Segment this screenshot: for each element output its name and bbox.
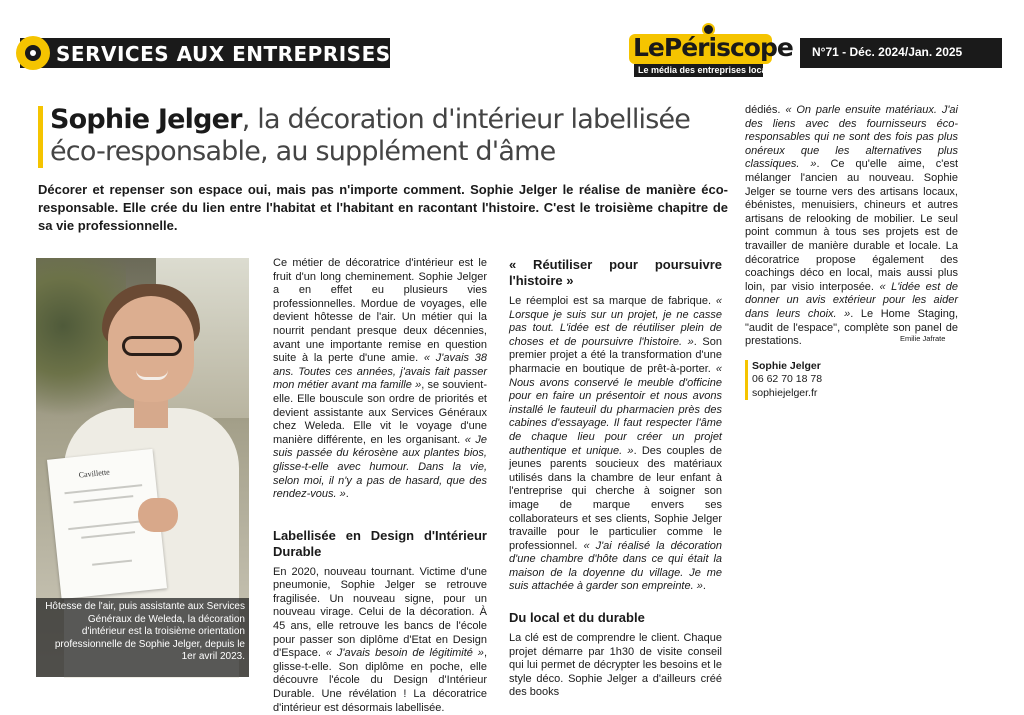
contact-name: Sophie Jelger <box>752 360 821 372</box>
subheading-reuse: « Réutiliser pour poursuivre l'histoire » <box>509 257 722 288</box>
quote: « Je suis passée du kérosène aux plantes bios, glisse-t-elle avec humour. Dans la vie, selon moi, il n'y a pas de hasard, que des rendez-vous. » <box>273 433 487 501</box>
column-1 <box>273 257 487 715</box>
logo-text: LePériscope <box>633 33 793 62</box>
diploma-line <box>68 520 146 530</box>
quote: « J'avais besoin de légitimité » <box>325 647 484 660</box>
quote: « Lorsque je suis sur un projet, je ne casse pas tout. L'idée est de réutiliser plein de choses et de poursuivre l'histoire. » <box>509 295 722 348</box>
diploma-line <box>64 484 142 494</box>
title-rest: , la décoration d'intérieur labellisée éco-responsable, au supplément d'âme <box>50 104 691 167</box>
contact-phone: 06 62 70 18 78 <box>752 373 823 386</box>
quote: « J'avais 38 ans. Toutes ces années, j'avais fait passer mon métier avant ma famille » <box>273 352 487 392</box>
logo-tagline: Le média des entreprises locales <box>638 65 780 75</box>
text-run: . <box>345 488 349 501</box>
text-run: , glisse-t-elle. Son diplôme en poche, elle découvre l'école du Design d'Intérieur Durable. Une révélation ! La décoratrice d'intérieur est désormais labellisée. <box>273 647 487 714</box>
author-signature: Emilie Jafrate <box>900 334 946 343</box>
quote: « Nous avons conservé le meuble d'officine pour en faire un présentoir et nous avons installé le fauteuil du pharmacien près des cabines d'essayage. Il faut respecter l'âme de chaque lieu pour créer un projet authentique et unique. » <box>509 362 722 457</box>
subheading-local: Du local et du durable <box>509 610 645 626</box>
text-run: . Son premier projet a été la transformation d'une pharmacie en boutique de prêt-à-porter. <box>509 335 722 375</box>
paragraph <box>509 295 722 594</box>
title-name: Sophie Jelger <box>50 104 242 135</box>
column-2 <box>509 257 722 700</box>
text-run: Ce métier de décoratrice d'intérieur est le fruit d'un long cheminement. Sophie Jelger a en effet eu plusieurs vies professionnelles. Mordue de voyages, elle devient hôtesse de l'air. Un métier qui la nourrit pendant presque deux décennies, avant une importante remise en question suite à la perte d'une amie. <box>273 257 487 365</box>
issue-number: N°71 - Déc. 2024/Jan. 2025 <box>812 45 963 59</box>
contact-website: sophiejelger.fr <box>752 386 818 399</box>
text-run: . <box>702 580 706 593</box>
photo-glasses <box>122 336 182 356</box>
photo-smile <box>136 370 168 380</box>
diploma-line <box>81 531 135 539</box>
contact-accent-rule <box>745 360 748 400</box>
text-run: . Ce qu'elle aime, c'est mélanger l'ancien au nouveau. Sophie Jelger se tourne vers des artisans locaux, ébénistes, menuisiers, chineurs et autres artisans de relooking de mobilier. Le seul point commun à tous ses projets est de travailler de manière durable et locale. La décoratrice propose également des coachings déco en local, mais aussi plus loin, par visio interposée. <box>745 158 958 293</box>
text-run: Le réemploi est sa marque de fabrique. <box>509 295 716 307</box>
paragraph: La clé est de comprendre le client. Chaque projet démarre par 1h30 de visite conseil qui lui permet de décrypter les besoins et le style déco. Sophie Jelger a d'ailleurs créé des books <box>509 632 722 699</box>
photo-hand <box>138 498 178 532</box>
text-run: . Des couples de jeunes parents soucieux des matériaux utilisés dans la chambre de leur enfant à l'entreprise qui cherche à soigner son image de marque envers ses collaborateurs et ses clients, Sophie Jelger travaille pour le particulier comme le professionnel. <box>509 444 723 552</box>
title-accent-rule <box>38 106 43 168</box>
eye-highlight <box>30 50 36 56</box>
photo-caption: Hôtesse de l'air, puis assistante aux Services Généraux de Weleda, la décoration d'intérieur est la troisième orientation professionnelle de Sophie Jelger, depuis le 1er avril 2023. <box>45 601 245 663</box>
diploma-line <box>92 560 132 566</box>
section-title: SERVICES AUX ENTREPRISES <box>56 42 391 66</box>
diploma-line <box>73 495 133 503</box>
text-run: . Le Home Staging, "audit de l'espace", complète son panel de prestations. <box>745 307 959 348</box>
paragraph <box>273 566 487 715</box>
paragraph <box>745 104 958 349</box>
column-3 <box>745 104 958 349</box>
diploma-title: Cavillette <box>78 467 111 480</box>
quote: « L'idée est de donner un avis extérieur pour les aider dans leurs choix. » <box>745 280 959 320</box>
article-title <box>50 104 730 168</box>
paragraph <box>273 257 487 502</box>
text-run: En 2020, nouveau tournant. Victime d'une pneumonie, Sophie Jelger se retrouve fragilisée. Un nouveau signe, pour un nouveau virage. Celui de la décoration. À 45 ans, elle retrouve les bancs de l'école pour passer son diplôme d'Etat en Design d'Espace. <box>273 565 487 660</box>
article-lede: Décorer et repenser son espace oui, mais pas n'importe comment. Sophie Jelger le réalise de manière éco-responsable. Elle crée du lien entre l'habitat et l'habitant en racontant l'histoire. C'est le troisième chapitre de sa vie professionnelle. <box>38 182 728 233</box>
quote: « J'ai réalisé la décoration d'une chambre d'hôte dans ce qui était la maison de la doyenne du village. Je me suis attachée à garder son empreinte. » <box>509 539 722 593</box>
subheading-label: Labellisée en Design d'Intérieur Durable <box>273 527 487 559</box>
quote: « On parle ensuite matériaux. J'ai des liens avec des fournisseurs éco-responsables qui ne sont des fois pas plus onéreux que les alternatives plus classiques. » <box>745 104 958 171</box>
text-run: dédiés. <box>745 104 786 116</box>
text-run: , se souvient-elle. Elle bouscule son ordre de priorités et devient assistante aux Services Généraux chez Weleda. Elle vit le voyage d'une manière différente, en les organisant. <box>273 379 487 446</box>
contact-block <box>752 360 822 400</box>
